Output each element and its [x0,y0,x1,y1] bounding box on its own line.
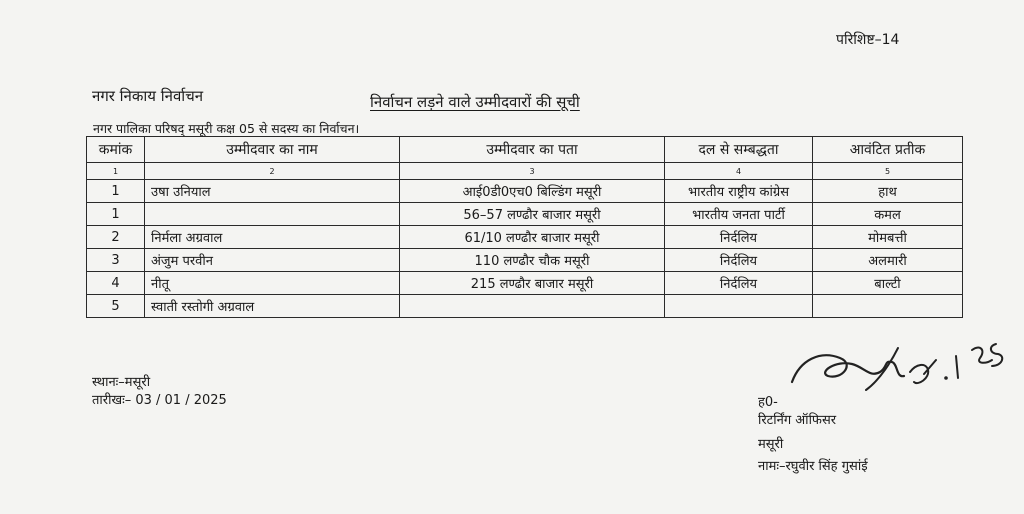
cell-address: 61/10 लण्ढौर बाजार मसूरी [400,226,665,249]
table-header-row [87,137,963,163]
col-number: 3 [400,163,665,180]
cell-symbol: मोमबत्ती [813,226,963,249]
cell-party: निर्दलिय [665,249,813,272]
cell-symbol [813,295,963,318]
col-number: 4 [665,163,813,180]
cell-name: नीतू [145,272,400,295]
cell-serial: 1 [87,180,145,203]
col-number: 5 [813,163,963,180]
handwritten-signature [780,320,1010,400]
cell-party [665,295,813,318]
cell-name: स्वाती रस्तोगी अग्रवाल [145,295,400,318]
cell-symbol: हाथ [813,180,963,203]
place-label: स्थानः–मसूरी [92,375,151,390]
list-title: निर्वाचन लड़ने वाले उम्मीदवारों की सूची [370,93,580,111]
cell-party: निर्दलिय [665,272,813,295]
signature-prefix: ह0- [758,395,778,410]
col-number: 2 [145,163,400,180]
col-number: 1 [87,163,145,180]
cell-name [145,203,400,226]
cell-party: भारतीय जनता पार्टी [665,203,813,226]
ward-subtitle: नगर पालिका परिषद् मसूरी कक्ष 05 से सदस्य का निर्वाचन। [93,121,360,136]
cell-party: भारतीय राष्ट्रीय कांग्रेस [665,180,813,203]
cell-name: निर्मला अग्रवाल [145,226,400,249]
cell-name: उषा उनियाल [145,180,400,203]
cell-serial: 3 [87,249,145,272]
col-party-header: दल से सम्बद्धता [665,137,813,163]
table-row [87,249,963,272]
col-serial-header: कमांक [87,137,145,163]
col-name-header: उम्मीदवार का नाम [145,137,400,163]
cell-symbol: बाल्टी [813,272,963,295]
table-row [87,272,963,295]
col-symbol-header: आवंटित प्रतीक [813,137,963,163]
officer-designation: रिटर्निंग ऑफिसर [758,413,837,428]
officer-name: नामः–रघुवीर सिंह गुसांई [758,459,868,474]
cell-address: 56–57 लण्ढौर बाजार मसूरी [400,203,665,226]
cell-serial: 5 [87,295,145,318]
department-heading: नगर निकाय निर्वाचन [92,87,204,105]
cell-party: निर्दलिय [665,226,813,249]
col-address-header: उम्मीदवार का पता [400,137,665,163]
date-label: तारीखः– 03 / 01 / 2025 [92,393,227,408]
cell-address [400,295,665,318]
cell-address: 110 लण्ढौर चौक मसूरी [400,249,665,272]
cell-name: अंजुम परवीन [145,249,400,272]
cell-serial: 2 [87,226,145,249]
table-row [87,203,963,226]
cell-serial: 1 [87,203,145,226]
table-row [87,180,963,203]
officer-town: मसूरी [758,437,784,452]
cell-symbol: अलमारी [813,249,963,272]
cell-serial: 4 [87,272,145,295]
cell-address: 215 लण्ढौर बाजार मसूरी [400,272,665,295]
table-column-number-row [87,163,963,180]
candidates-table [86,136,963,318]
cell-address: आई0डी0एच0 बिल्डिंग मसूरी [400,180,665,203]
table-row [87,226,963,249]
appendix-number: परिशिष्ट–14 [836,32,900,48]
cell-symbol: कमल [813,203,963,226]
table-row [87,295,963,318]
